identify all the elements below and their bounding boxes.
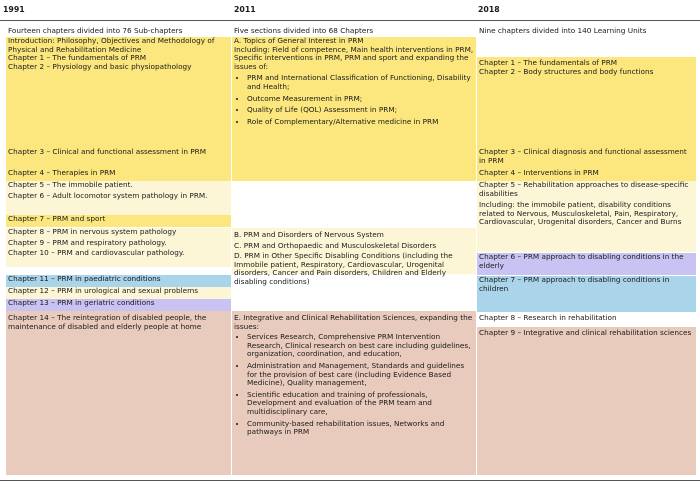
col3-chapter-1: Chapter 1 – The fundamentals of PRM bbox=[479, 58, 618, 67]
col3-chapter-8: Chapter 8 – Research in rehabilitation bbox=[477, 314, 696, 326]
col1-chapter-10: Chapter 10 – PRM and cardiovascular pathology. bbox=[8, 248, 185, 258]
col2-sections-bcd-block bbox=[232, 228, 476, 286]
col1-intro-line: Fourteen chapters divided into 76 Sub-chapters bbox=[6, 27, 231, 37]
col3-chapter-5-including: Including: the immobile patient, disability conditions related to Nervous, Musculoskeletal, Pain, Respiratory, Cardiovascular, Urogenital disorders, Cancer and Burns bbox=[479, 200, 682, 227]
col3-chapter-5-block bbox=[477, 181, 696, 252]
col1-chapter-5: Chapter 5 – The immobile patient. bbox=[8, 180, 133, 189]
col3-chapter-5: Chapter 5 – Rehabilitation approaches to disease-specific disabilities bbox=[479, 180, 689, 198]
col2-section-e-item: • Administration and Management, Standards and guidelines for the provision of best care (including Evidence Based Medicine), Quality management, bbox=[247, 362, 474, 388]
col2-section-a-item: • Outcome Measurement in PRM; bbox=[247, 95, 474, 104]
col1-chapter-3: Chapter 3 – Clinical and functional assessment in PRM bbox=[8, 147, 207, 156]
col1-chapter-8: Chapter 8 – PRM in nervous system pathology bbox=[8, 227, 177, 236]
col2-section-e: E. Integrative and Clinical Rehabilitation Sciences, expanding the issues: bbox=[234, 313, 473, 331]
col1-chapter-11: Chapter 11 – PRM in paediatric conditions bbox=[6, 275, 231, 287]
col1-chapter-9: Chapter 9 – PRM and respiratory pathology. bbox=[8, 237, 167, 247]
col1-chapter-4: Chapter 4 – Therapies in PRM bbox=[8, 168, 116, 177]
col2-section-e-item: • Scientific education and training of professionals, Development and evaluation of the PRM team and multidisciplinary care, bbox=[247, 391, 474, 417]
col3-chapter-3: Chapter 3 – Clinical diagnosis and functional assessment in PRM bbox=[479, 147, 687, 165]
col1-chapter-1: Chapter 1 – The fundamentals of PRM bbox=[8, 53, 147, 63]
col2-section-a-including: Including: Field of competence, Main health interventions in PRM, Specific interventions in PRM, PRM and sport and expanding the issues of: bbox=[234, 44, 474, 71]
col2-intro-line: Five sections divided into 68 Chapters bbox=[232, 27, 476, 37]
col1-intro: Introduction: Philosophy, Objectives and Methodology of Physical and Rehabilitation Medicine bbox=[8, 36, 215, 54]
col3-tan-block bbox=[477, 327, 696, 475]
header-2011: 2011 bbox=[234, 5, 256, 14]
table-header bbox=[0, 0, 700, 21]
col2-section-a-item: • Quality of Life (QOL) Assessment in PRM; bbox=[247, 106, 474, 115]
col1-chapter-14: Chapter 14 – The reintegration of disabled people, the maintenance of disabled and elderly people at home bbox=[8, 313, 207, 331]
col2-section-a-block bbox=[232, 37, 476, 181]
col3-chapter-6: Chapter 6 – PRM approach to disabling conditions in the elderly bbox=[477, 253, 696, 275]
col2-section-a-list bbox=[234, 74, 474, 126]
col1-chapter-12: Chapter 12 – PRM in urological and sexual problems bbox=[6, 287, 231, 299]
col2-section-b: B. PRM and Disorders of Nervous System bbox=[234, 230, 384, 239]
table-bottom-rule bbox=[0, 480, 700, 481]
col3-yellow-block bbox=[477, 57, 696, 181]
header-2018: 2018 bbox=[478, 5, 500, 14]
col2-section-e-list bbox=[234, 333, 474, 437]
header-1991: 1991 bbox=[3, 5, 25, 14]
col2-section-e-block bbox=[232, 311, 476, 475]
col1-tan-block bbox=[6, 311, 231, 475]
col1-lightyellow-block-2 bbox=[6, 228, 231, 267]
col2-section-a-item: • Role of Complementary/Alternative medicine in PRM bbox=[247, 118, 474, 127]
col2-section-d: D. PRM in Other Specific Disabling Conditions (including the Immobile patient, Respiratory, Cardiovascular, Urogenital disorders, Cancer and Pain disorders, Children and Elderly disabling conditions) bbox=[234, 251, 453, 286]
col1-chapter-6: Chapter 6 – Adult locomotor system pathology in PRM. bbox=[8, 190, 208, 200]
col1-yellow-block-top bbox=[6, 37, 231, 181]
col1-chapter-13: Chapter 13 – PRM in geriatric conditions bbox=[6, 299, 231, 311]
col3-chapter-2: Chapter 2 – Body structures and body functions bbox=[479, 66, 654, 76]
col2-section-a-item: • PRM and International Classification of Functioning, Disability and Health; bbox=[247, 74, 474, 91]
col2-section-e-item: • Community-based rehabilitation issues, Networks and pathways in PRM bbox=[247, 420, 474, 437]
col1-lightyellow-block bbox=[6, 181, 231, 215]
col1-chapter-2: Chapter 2 – Physiology and basic physiopathology bbox=[8, 61, 192, 71]
col3-chapter-9: Chapter 9 – Integrative and clinical rehabilitation sciences bbox=[479, 328, 692, 337]
col1-chapter-7: Chapter 7 – PRM and sport bbox=[6, 215, 231, 227]
col3-chapter-7: Chapter 7 – PRM approach to disabling conditions in children bbox=[477, 276, 696, 312]
col2-section-e-item: • Services Research, Comprehensive PRM Intervention Research, Clinical research on best care including guidelines, organization, coordination, and education, bbox=[247, 333, 474, 359]
col2-section-a: A. Topics of General Interest in PRM bbox=[234, 36, 364, 45]
col2-section-c: C. PRM and Orthopaedic and Musculoskeletal Disorders bbox=[234, 240, 437, 250]
col3-chapter-4: Chapter 4 – Interventions in PRM bbox=[479, 168, 599, 177]
col3-intro-line: Nine chapters divided into 140 Learning Units bbox=[477, 27, 696, 37]
